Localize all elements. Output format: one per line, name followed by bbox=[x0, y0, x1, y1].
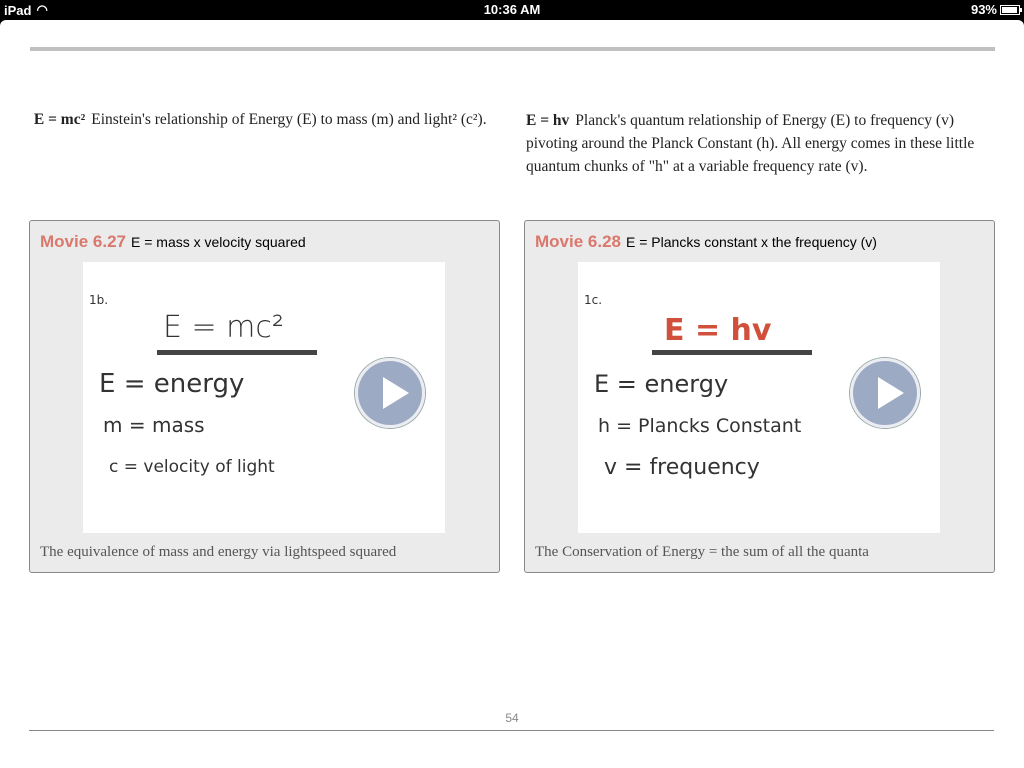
book-page bbox=[0, 20, 1024, 768]
movie-title-text: E = Plancks constant x the frequency (v) bbox=[626, 234, 877, 250]
movie-caption: The equivalence of mass and energy via lightspeed squared bbox=[40, 544, 397, 560]
movie-widget-6-28 bbox=[524, 220, 995, 573]
battery-percent: 93% bbox=[970, 2, 997, 17]
video-thumbnail[interactable] bbox=[578, 262, 940, 533]
play-icon[interactable] bbox=[850, 358, 920, 428]
device-name: iPad bbox=[4, 2, 32, 18]
video-thumbnail[interactable] bbox=[83, 262, 445, 533]
paragraph-text: Einstein's relationship of Energy (E) to mass (m) and light² (c²). bbox=[91, 111, 487, 128]
battery-icon bbox=[1000, 5, 1020, 15]
play-icon[interactable] bbox=[355, 358, 425, 428]
thumb-line: E = energy bbox=[99, 369, 245, 399]
thumb-heading: E = mc² bbox=[163, 310, 284, 345]
footer-rule bbox=[29, 730, 994, 731]
clock: 10:36 AM bbox=[483, 2, 541, 17]
status-bar bbox=[0, 0, 1024, 20]
movie-widget-6-27 bbox=[29, 220, 500, 573]
underline bbox=[157, 350, 317, 355]
movie-title-text: E = mass x velocity squared bbox=[131, 234, 306, 250]
underline bbox=[652, 350, 812, 355]
page-number: 54 bbox=[505, 711, 519, 725]
paragraph-text: Planck's quantum relationship of Energy (E) to frequency (v) pivoting around the Planck Constant (h). All energy comes in these little quantum chunks of "h" at a variable frequency rate (v). bbox=[526, 112, 975, 175]
einstein-paragraph bbox=[30, 108, 500, 131]
wifi-icon: ◠ bbox=[36, 2, 48, 17]
thumb-heading: E = hv bbox=[664, 313, 772, 348]
movie-number: Movie 6.28 bbox=[535, 232, 621, 251]
formula: E = mc² bbox=[33, 111, 86, 128]
movie-caption: The Conservation of Energy = the sum of all the quanta bbox=[535, 544, 869, 560]
thumb-line: E = energy bbox=[594, 370, 729, 398]
movie-title bbox=[535, 232, 877, 252]
formula: E = hv bbox=[526, 112, 570, 129]
movie-number: Movie 6.27 bbox=[40, 232, 126, 251]
thumb-line: c = velocity of light bbox=[109, 457, 275, 477]
thumb-label: 1c. bbox=[584, 293, 603, 307]
thumb-label: 1b. bbox=[89, 293, 109, 307]
header-rule bbox=[30, 47, 995, 51]
thumb-line: m = mass bbox=[103, 413, 205, 437]
thumb-line: v = frequency bbox=[604, 455, 760, 480]
thumb-line: h = Plancks Constant bbox=[598, 415, 802, 437]
movie-title bbox=[40, 232, 306, 252]
planck-paragraph bbox=[526, 109, 996, 178]
